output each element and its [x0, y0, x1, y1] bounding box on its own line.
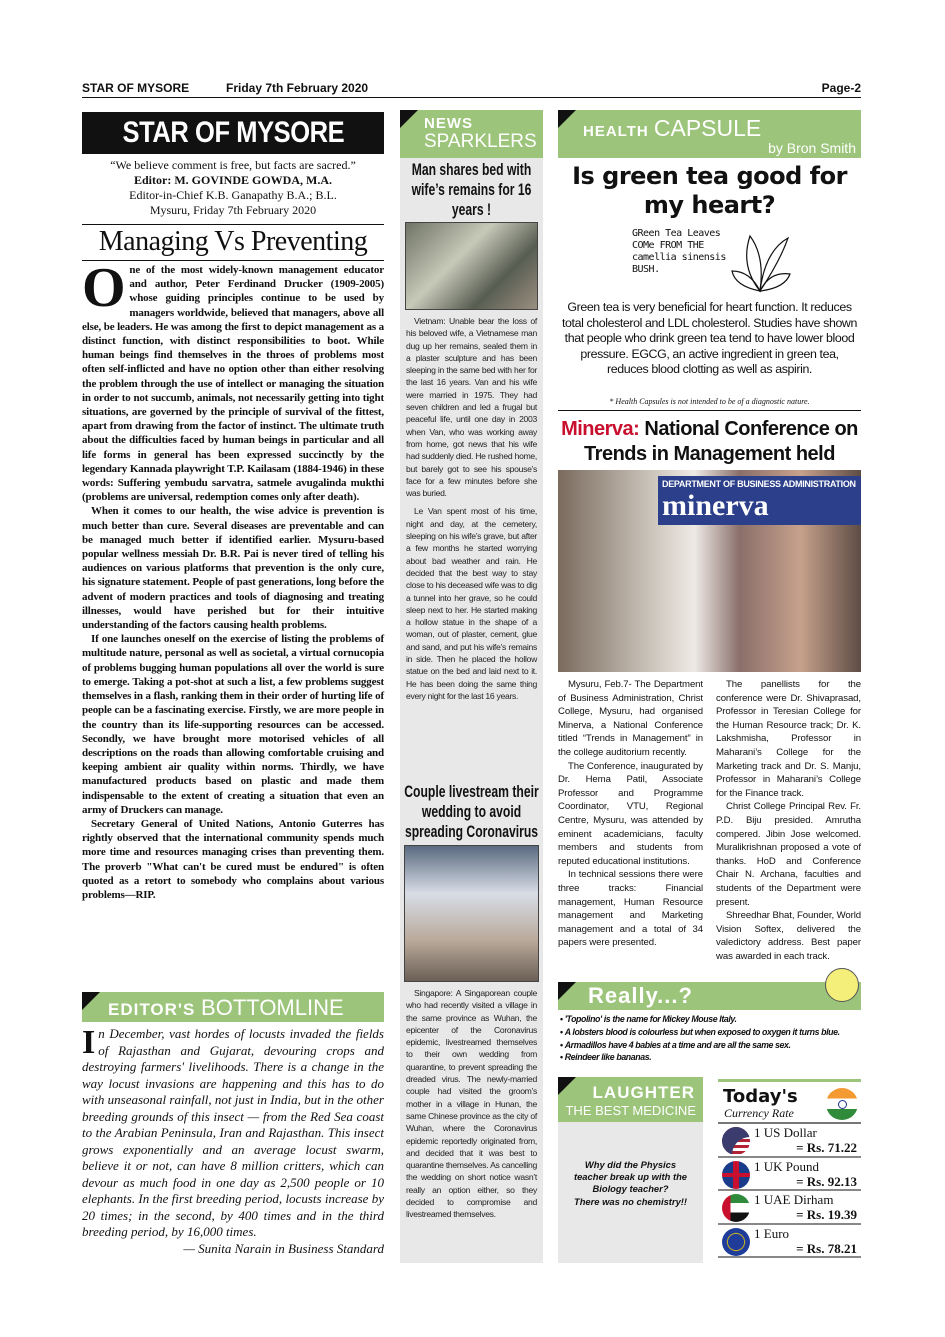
drop-cap: O	[82, 257, 126, 319]
really-banner: Really...?	[558, 982, 861, 1010]
us-flag-icon	[722, 1127, 750, 1155]
really-list	[560, 1013, 870, 1064]
editorial-paragraph: If one launches oneself on the exercise of listing the problems of multitude nature, personal as well as societal, a virtual cornucopia of problems bugging human populations all over the world is sure to emerge. Taking a pot-shot at such a list, a few problems suggest themselves in a flash, ranking them in their order of hurting life of people can be a fascinating exercise. Firstly, we are more people in the country than its life-supporting resources can be accessed. Secondly, we have brought more motorised vehicles of all descriptions on the roads than allowing comfortable cruising and keeping ambient air quality within norms. Thirdly, we have manufactured products based on plastic and made them indispensable to the extent of creating a situation that even an army of Druckers can manage.	[82, 633, 384, 816]
editorial-body	[82, 257, 384, 902]
health-title: Is green tea good for my heart?	[572, 162, 847, 219]
laughter-box: LAUGHTER THE BEST MEDICINE Why did the Physics teacher break up with the Biology teacher? There was no chemistry!!	[558, 1077, 703, 1263]
story2-body: Singapore: A Singaporean couple who had recently visited a village in the same province as Wuhan, the epicenter of the Coronavirus epidemic, livestreamed themselves to their own wedding from quarantine, to prevent spreading the dreaded virus. The newly-married couple had visited the groom’s mother in a village in Hunan, the same Chinese province as the city of Wuhan, where the Coronavirus epidemic reportedly originated from, and decided that it was best to quarantine themselves. As cancelling the wedding on short notice wasn’t really an option either, so they decided to compromise and livestreamed themselves.	[406, 988, 537, 1220]
minerva-title: Minerva: National Conference on Trends in Management held	[561, 418, 858, 465]
list-item: • Reindeer like bananas.	[560, 1051, 870, 1064]
health-disclaimer: * Health Capsules is not intended to be of a diagnostic nature.	[558, 396, 861, 411]
editorial-paragraph: One of the most widely-known management educator and author, Peter Ferdinand Drucker (1909-2005) whose guiding principles continue to be used by managers worldwide, believed that managers, above all else, be leaders. He was among the first to depict management as a distinct function, with distinct responsibilities to boot. While human beings find themselves in the throes of problems most often self-inflicted and have no option other than either resolving the problem through the use of intellect or managing the situation in order to not succumb, animals, not necessarily getting into tight situations, are governed by the principle of survival of the fittest, apart from drawing from the factor of instinct. The ultimate truth about the difficulties faced by human beings in particular and all life forms in general has been expressed succinctly by the legendary Kannada playwright T.P. Kailasam (1884-1946) in these words: Suffering yembudu sarvatra, satmele avugalinda mukthi (problems are universal, redemption comes only after death).	[82, 257, 384, 504]
list-item: • A lobsters blood is colourless but when exposed to oxygen it turns blue.	[560, 1026, 870, 1039]
green-tea-sketch: GReen Tea Leaves COMe FROM THE camellia sinensis BUSH.	[630, 226, 792, 296]
currency-rate-box: Today's Currency Rate 1 US Dollar = Rs. 71.22 1 UK Pound = Rs. 92.13 1 UAE Dirham = Rs. 19.39 1 Euro = Rs. 78.21	[718, 1079, 861, 1258]
list-item: • Armadillos have 4 babies at a time and are all the same sex.	[560, 1039, 870, 1052]
story1-title: Man shares bed with wife’s remains for 16 years !	[411, 160, 532, 219]
news-sparklers-banner: NEWS SPARKLERS	[400, 110, 543, 158]
currency-row: 1 US Dollar = Rs. 71.22	[718, 1124, 861, 1158]
masthead-logo: STAR OF MYSORE	[82, 112, 384, 154]
editorial-paragraph: When it comes to our health, the wise advice is prevention is much better than cure. Several diseases are preventable and can be managed much better if identified earlier. Mysuru-based popular wellness messiah Dr. B.R. Pai is never tired of telling his audiences on various platforms that prevention is the only cure, his signature statement. People of past generations, long before the advent of modern practices and tools of diagnosing and treating illnesses, would have perished but for their intuitive understanding of the factors causing health problems.	[82, 505, 384, 632]
currency-row: 1 UK Pound = Rs. 92.13	[718, 1158, 861, 1192]
story1-photo	[405, 222, 538, 310]
bottomline-credit: — Sunita Narain in Business Standard	[183, 1240, 384, 1256]
story2-title: Couple livestream their wedding to avoid spreading Coronavirus	[404, 782, 539, 841]
minerva-col2: The panellists for the conference were Dr. Shivaprasad, Professor in Teresian College for the Human Resource track; Dr. K. Lakshmisha, Professor in Maharani’s College for the Marketing track and Dr. S. Manju, Professor in Maharani’s College for the Finance track. Christ College Principal Rev. Fr. P.D. Biju presided. Amrutha compered. Jibin Jose welcomed. Muralikrishnan proposed a vote of thanks. HoD and Conference Chair N. Archana, faculties and students of the Department were present. Shreedhar Bhat, Founder, World Vision Softex, delivered the valedictory address. Best paper was awarded in each track.	[716, 679, 861, 962]
masthead-info	[82, 158, 384, 218]
conference-photo: DEPARTMENT OF BUSINESS ADMINISTRATION minerva	[558, 470, 861, 672]
health-body: Green tea is very beneficial for heart function. It reduces total cholesterol and LDL cholesterol. Studies have shown that people who drink green tea tend to have lower blood pressure. EGCG, an active ingredient in green tea, reduces blood clotting as well as aspirin.	[562, 300, 857, 376]
editor: Editor: M. GOVINDE GOWDA, M.A.	[134, 173, 332, 187]
dateline: Mysuru, Friday 7th February 2020	[149, 203, 317, 217]
currency-row: 1 Euro = Rs. 78.21	[718, 1225, 861, 1259]
list-item: • 'Topolino' is the name for Mickey Mouse Italy.	[560, 1013, 870, 1026]
eu-flag-icon	[722, 1228, 750, 1256]
drop-cap: I	[82, 1024, 96, 1061]
story2-photo	[404, 845, 539, 982]
byline: by Bron Smith	[768, 140, 856, 156]
lightbulb-mascot-icon	[825, 968, 859, 1002]
minerva-col1: Mysuru, Feb.7- The Department of Business Administration, Christ College, Mysuru, had organised Minerva, a National Conference titled “Trends in Management” in the college auditorium recently. The Conference, inaugurated by Dr. Hema Patil, Associate Professor and Programme Coordinator, VTU, Regional Centre, Mysuru, was attended by eminent academicians, faculty members and students from reputed educational institutions. In technical sessions there were three tracks: Financial management, Human Resource management and Marketing management and a total of 34 papers were presented.	[558, 679, 703, 949]
india-flag-icon	[826, 1088, 858, 1120]
currency-row: 1 UAE Dirham = Rs. 19.39	[718, 1191, 861, 1225]
uk-flag-icon	[722, 1161, 750, 1189]
editorial-paragraph: Secretary General of United Nations, Antonio Guterres has rightly observed that the international community spends much more time and resources managing crises than preventing them. The proverb "What can't be cured must be endured" is often quoted as a retort to somebody who complains about various problems—RIP.	[82, 817, 384, 901]
page-number: Page-2	[821, 81, 861, 95]
paper-name: STAR OF MYSORE	[82, 81, 190, 95]
page-header	[82, 80, 861, 98]
editor-in-chief: Editor-in-Chief K.B. Ganapathy B.A.; B.L.	[129, 188, 337, 202]
joke: Why did the Physics teacher break up with the Biology teacher? There was no chemistry!!	[573, 1159, 688, 1207]
uae-flag-icon	[722, 1194, 750, 1222]
bottomline-banner: EDITOR'S BOTTOMLINE	[82, 992, 384, 1022]
issue-date: Friday 7th February 2020	[226, 81, 369, 95]
health-capsule-banner: HEALTH CAPSULE by Bron Smith	[558, 110, 861, 158]
bottomline-body: In December, vast hordes of locusts invaded the fields of Rajasthan and Gujarat, devouring crops and destroying farmers' livelihoods. There is a change in the way locust invasions are happening and this has to do with unseasonal rainfall, not just in India, but in the other breeding grounds of this insect — from the Red Sea coast to the Arabian Peninsula, Iran and Rajasthan. This insect grows exponentially and an average locust swarm, believe it or not, can have 8 million critters, which can devour as much food in one day as 2,500 people or 10 elephants. In the first breeding period, locusts increase by 20 times; in the second, by 400 times and in the third breeding period, by 16,000 times. — Sunita Narain in Business Standard	[82, 1024, 384, 1256]
motto: “We believe comment is free, but facts are sacred.”	[110, 158, 356, 172]
story1-body: Vietnam: Unable bear the loss of his beloved wife, a Vietnamese man dug up her remains, sealed them in a plaster sculpture and has been sleeping in the same bed with her for the last 16 years. Van and his wife were married in 1975. They had seven children and led a frugal but peaceful life, until one day in 2003 when Van, who was working away from home, got news that his wife had suddenly died. He rushed home, but barely got to see his spouse’s face for a few minutes before she was buried. Le Van spent most of his time, night and day, at the cemetery, sleeping on his wife’s grave, but after a few months he started worrying about bad weather and rain. He decided that the best way to stay close to his deceased wife was to dig a tunnel into her grave, so he could sleep next to her. He started making a hollow statue in the shape of a woman, out of plaster, cement, glue and sand, and put his wife’s remains in side. Then he placed the hollow statue on the bed and laid next to it. He has been doing the same thing every night for the last 16 years.	[406, 316, 537, 701]
editorial-title: Managing Vs Preventing	[82, 224, 384, 261]
tea-leaf-icon	[730, 226, 792, 296]
